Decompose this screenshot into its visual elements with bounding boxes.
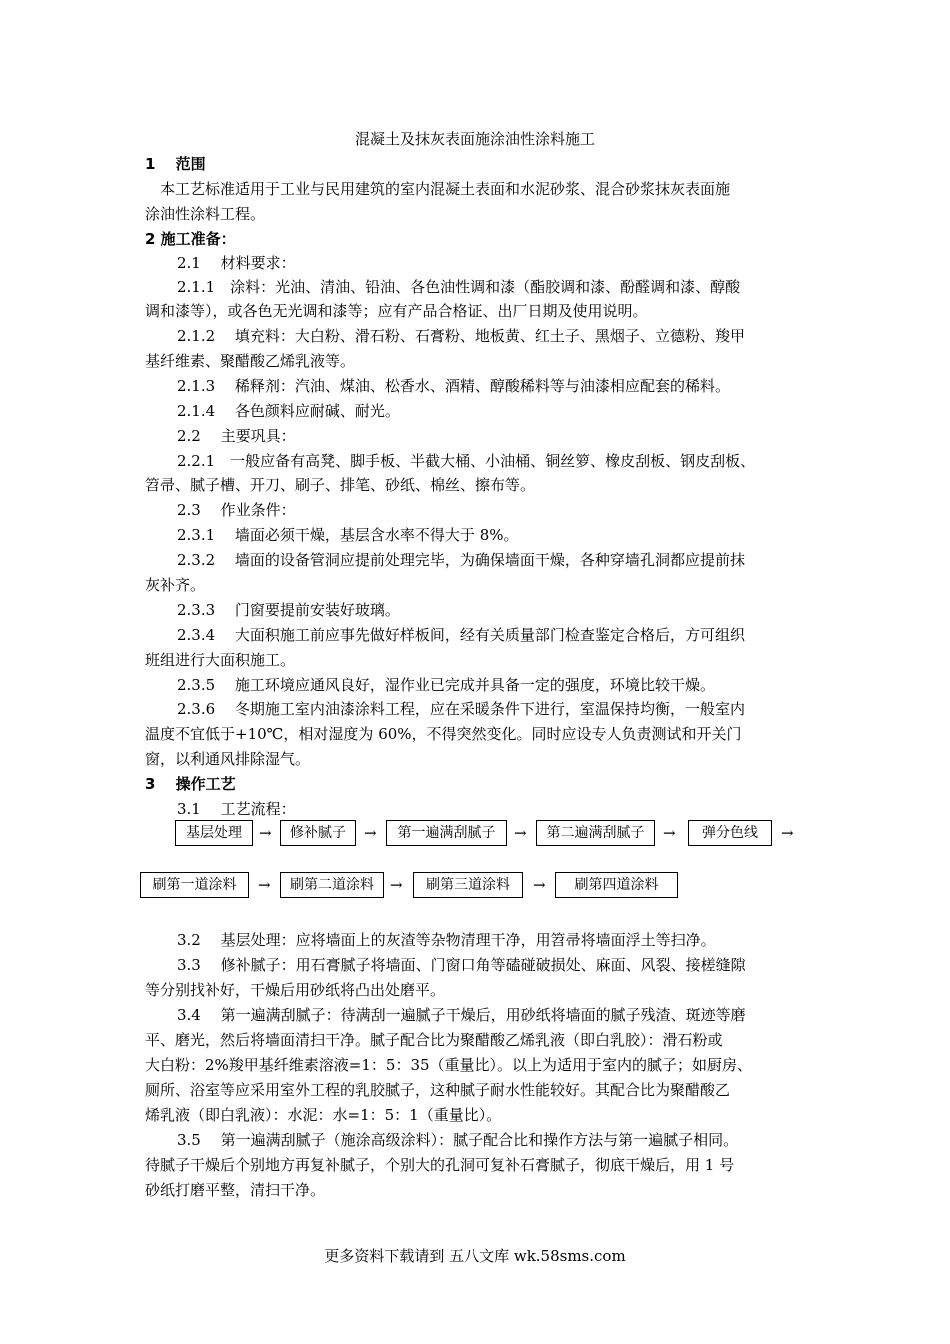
paragraph-line: 2.3.1 墙面必须干燥，基层含水率不得大于 8%。	[177, 526, 519, 544]
flow-box-patch-putty: 修补腻子	[280, 820, 356, 846]
paragraph-line: 2.3.6 冬期施工室内油漆涂料工程，应在采暖条件下进行，室温保持均衡，一般室内	[177, 700, 745, 718]
paragraph-line: 2.1.3 稀释剂：汽油、煤油、松香水、酒精、醇酸稀料等与油漆相应配套的稀料。	[177, 377, 730, 395]
paragraph-line: 待腻子干燥后个别地方再复补腻子，个别大的孔洞可复补石膏腻子，彻底干燥后，用 1 号	[145, 1156, 735, 1174]
flow-arrow-icon: →	[258, 876, 271, 894]
flow-arrow-icon: →	[663, 824, 676, 842]
paragraph-line: 温度不宜低于+10℃，相对湿度为 60%，不得突然变化。同时应设专人负责测试和开关门	[145, 725, 742, 743]
flow-box-coat-2: 刷第二道涂料	[280, 872, 384, 898]
flow-box-coat-4: 刷第四道涂料	[555, 872, 678, 898]
flow-arrow-icon: →	[259, 824, 272, 842]
paragraph-line: 2.1.2 填充料：大白粉、滑石粉、石膏粉、地板黄、红土子、黑烟子、立德粉、羧甲	[177, 327, 745, 345]
paragraph-line: 基纤维素、聚醋酸乙烯乳液等。	[145, 352, 356, 370]
paragraph-line: 2.3.5 施工环境应通风良好，湿作业已完成并具备一定的强度，环境比较干燥。	[177, 676, 715, 694]
paragraph-line: 大白粉：2%羧甲基纤维素溶液=1：5：35（重量比）。以上为适用于室内的腻子；如厨房、	[145, 1056, 753, 1074]
flow-box-color-line: 弹分色线	[688, 820, 772, 846]
footer-link[interactable]: 更多资料下载请到 五八文库 wk.58sms.com	[324, 1247, 626, 1265]
paragraph-line: 灰补齐。	[145, 576, 206, 594]
paragraph-line: 本工艺标准适用于工业与民用建筑的室内混凝土表面和水泥砂浆、混合砂浆抹灰表面施	[145, 180, 731, 198]
paragraph-line: 笤帚、腻子槽、开刀、刷子、排笔、砂纸、棉丝、擦布等。	[145, 476, 536, 494]
paragraph-line: 2.2 主要巩具：	[177, 427, 296, 445]
flow-arrow-icon: →	[364, 824, 377, 842]
paragraph-line: 2.1.1 涂料：光油、清油、铅油、各色油性调和漆（酯胶调和漆、酚醛调和漆、醇酸	[177, 278, 741, 296]
flow-box-base-treatment: 基层处理	[175, 820, 253, 846]
flow-arrow-icon: →	[781, 824, 794, 842]
flow-box-first-putty: 第一遍满刮腻子	[386, 820, 507, 846]
paragraph-line: 调和漆等），或各色无光调和漆等；应有产品合格证、出厂日期及使用说明。	[145, 302, 648, 320]
flow-arrow-icon: →	[514, 824, 527, 842]
paragraph-line: 平、磨光，然后将墙面清扫干净。腻子配合比为聚醋酸乙烯乳液（即白乳胶）：滑石粉或	[145, 1031, 723, 1049]
flow-box-coat-3: 刷第三道涂料	[413, 872, 523, 898]
paragraph-line: 2.3.3 门窗要提前安装好玻璃。	[177, 601, 400, 619]
paragraph-line: 2.3 作业条件：	[177, 501, 296, 519]
paragraph-line: 等分别找补好，干燥后用砂纸将凸出处磨平。	[145, 981, 446, 999]
paragraph-line: 3.4 第一遍满刮腻子：待满刮一遍腻子干燥后，用砂纸将墙面的腻子残渣、斑迹等磨	[177, 1006, 746, 1024]
paragraph-line: 厕所、浴室等应采用室外工程的乳胶腻子，这种腻子耐水性能较好。其配合比为聚醋酸乙	[145, 1081, 731, 1099]
flow-box-coat-1: 刷第一道涂料	[140, 872, 249, 898]
flow-arrow-icon: →	[533, 876, 546, 894]
section-heading-scope: 1 范围	[145, 155, 206, 173]
paragraph-line: 涂油性涂料工程。	[145, 205, 266, 223]
section-heading-operation: 3 操作工艺	[145, 775, 236, 793]
paragraph-line: 窗，以利通风排除湿气。	[145, 750, 311, 768]
paragraph-line: 3.2 基层处理：应将墙面上的灰渣等杂物清理干净，用笤帚将墙面浮土等扫净。	[177, 931, 716, 949]
paragraph-line: 2.2.1 一般应备有高凳、脚手板、半截大桶、小油桶、铜丝箩、橡皮刮板、钢皮刮板、	[177, 452, 756, 470]
flow-box-second-putty: 第二遍满刮腻子	[536, 820, 655, 846]
flow-arrow-icon: →	[390, 876, 403, 894]
paragraph-line: 2.1.4 各色颜料应耐碱、耐光。	[177, 402, 400, 420]
paragraph-line: 班组进行大面积施工。	[145, 651, 296, 669]
paragraph-line: 烯乳液（即白乳液）：水泥：水=1：5：1（重量比）。	[145, 1106, 502, 1124]
paragraph-line: 3.5 第一遍满刮腻子（施涂高级涂料）：腻子配合比和操作方法与第一遍腻子相同。	[177, 1131, 739, 1149]
section-heading-preparation: 2 施工准备：	[145, 230, 236, 248]
paragraph-line: 2.1 材料要求：	[177, 254, 296, 272]
paragraph-line: 2.3.2 墙面的设备管洞应提前处理完毕，为确保墙面干燥，各种穿墙孔洞都应提前抹	[177, 551, 745, 569]
document-title: 混凝土及抹灰表面施涂油性涂料施工	[354, 130, 595, 148]
paragraph-line: 3.3 修补腻子：用石膏腻子将墙面、门窗口角等磕碰破损处、麻面、风裂、接槎缝隙	[177, 956, 746, 974]
paragraph-line: 3.1 工艺流程：	[177, 800, 296, 818]
paragraph-line: 砂纸打磨平整，清扫干净。	[145, 1181, 326, 1199]
paragraph-line: 2.3.4 大面积施工前应事先做好样板间，经有关质量部门检查鉴定合格后，方可组织	[177, 626, 745, 644]
